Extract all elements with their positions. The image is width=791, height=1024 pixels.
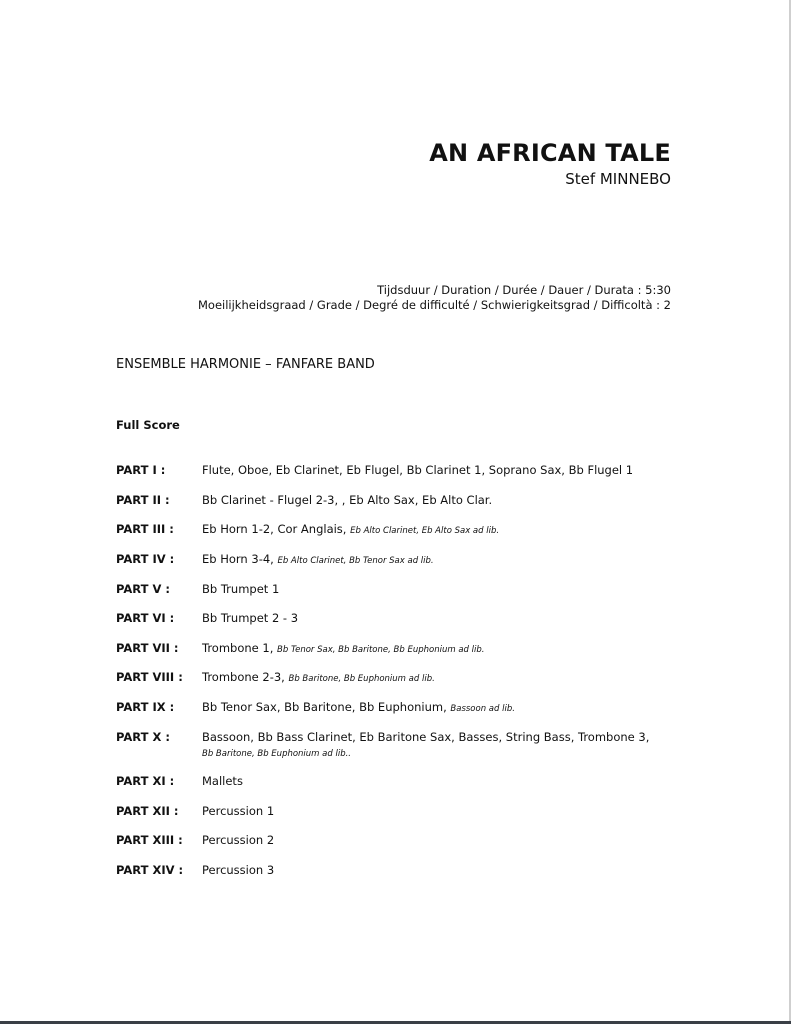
part-instruments — [202, 700, 652, 717]
ad-lib-note: Eb Alto Clarinet, Bb Tenor Sax ad lib. — [277, 556, 434, 566]
part-label: PART I : — [116, 463, 166, 477]
part-label: PART XII : — [116, 804, 179, 818]
part-label: PART XIV : — [116, 863, 184, 877]
part-text: Bb Clarinet - Flugel 2-3, , Eb Alto Sax, Eb Alto Clar. — [202, 493, 493, 507]
ad-lib-note: Bb Tenor Sax, Bb Baritone, Bb Euphonium ad lib. — [277, 645, 485, 655]
ensemble-heading: ENSEMBLE HARMONIE – FANFARE BAND — [116, 357, 375, 372]
part-label: PART XIII : — [116, 833, 183, 847]
part-instruments — [202, 804, 652, 819]
part-label: PART VI : — [116, 611, 175, 625]
part-instruments — [202, 833, 652, 848]
part-label: PART III : — [116, 522, 174, 536]
part-text: Bb Trumpet 2 - 3 — [202, 611, 299, 625]
part-instruments — [202, 463, 652, 478]
part-label: PART XI : — [116, 774, 175, 788]
ad-lib-note: Bb Baritone, Bb Euphonium ad lib. — [288, 674, 435, 684]
ad-lib-note: Bassoon ad lib. — [450, 704, 515, 714]
part-text: Percussion 1 — [202, 804, 275, 818]
ad-lib-note: Eb Alto Clarinet, Eb Alto Sax ad lib. — [350, 526, 500, 536]
part-text: Eb Horn 1-2, Cor Anglais, — [202, 522, 351, 536]
part-text: Mallets — [202, 774, 243, 788]
part-text: Bb Trumpet 1 — [202, 582, 280, 596]
part-text: Flute, Oboe, Eb Clarinet, Eb Flugel, Bb Clarinet 1, Soprano Sax, Bb Flugel 1 — [202, 463, 634, 477]
part-instruments — [202, 774, 652, 789]
part-text: Trombone 2-3, — [202, 670, 289, 684]
full-score-heading: Full Score — [116, 418, 180, 432]
part-instruments — [202, 863, 652, 878]
part-instruments — [202, 641, 652, 658]
part-instruments — [202, 730, 652, 762]
part-label: PART IV : — [116, 552, 175, 566]
duration-line: Tijdsduur / Duration / Durée / Dauer / Durata : 5:30 — [377, 283, 671, 297]
part-instruments — [202, 670, 652, 687]
piece-title: AN AFRICAN TALE — [429, 139, 671, 167]
part-label: PART VII : — [116, 641, 179, 655]
ad-lib-note: Bb Baritone, Bb Euphonium ad lib.. — [202, 749, 351, 759]
part-label: PART II : — [116, 493, 170, 507]
part-text: Bassoon, Bb Bass Clarinet, Eb Baritone Sax, Basses, String Bass, Trombone 3, — [202, 730, 650, 744]
part-label: PART X : — [116, 730, 170, 744]
part-text: Trombone 1, — [202, 641, 278, 655]
part-text: Eb Horn 3-4, — [202, 552, 278, 566]
part-label: PART V : — [116, 582, 170, 596]
part-label: PART IX : — [116, 700, 175, 714]
part-text: Bb Tenor Sax, Bb Baritone, Bb Euphonium, — [202, 700, 451, 714]
composer-name: Stef MINNEBO — [565, 170, 671, 188]
part-instruments — [202, 582, 652, 597]
part-instruments — [202, 552, 652, 569]
part-label: PART VIII : — [116, 670, 183, 684]
part-instruments — [202, 493, 652, 508]
part-text: Percussion 2 — [202, 833, 275, 847]
part-text: Percussion 3 — [202, 863, 275, 877]
part-instruments — [202, 611, 652, 626]
grade-line: Moeilijkheidsgraad / Grade / Degré de difficulté / Schwierigkeitsgrad / Difficoltà : 2 — [197, 298, 671, 312]
part-instruments — [202, 522, 652, 539]
